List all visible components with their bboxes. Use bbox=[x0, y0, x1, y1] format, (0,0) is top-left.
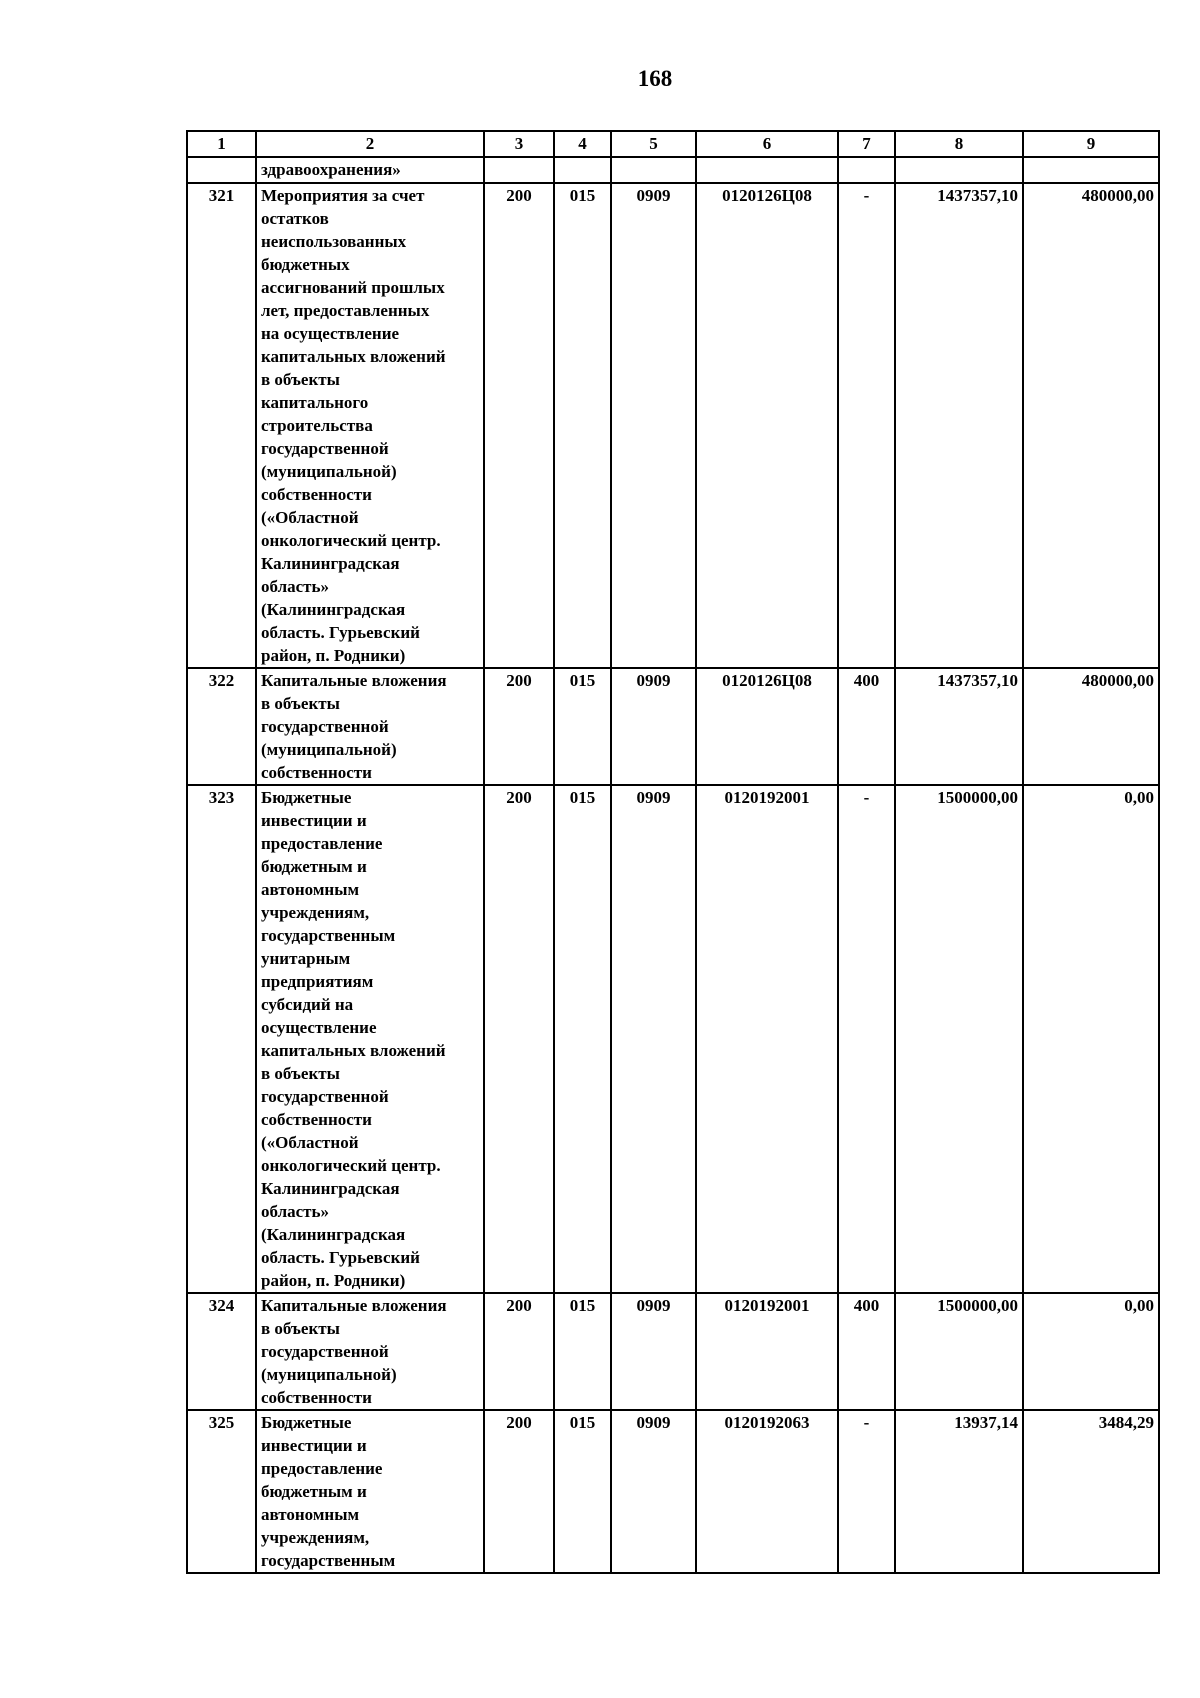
column-header: 1 bbox=[187, 131, 256, 157]
col4-code: 015 bbox=[554, 183, 611, 668]
column-header: 3 bbox=[484, 131, 554, 157]
col7-code: 400 bbox=[838, 668, 895, 785]
column-number-row bbox=[187, 131, 1159, 157]
column-header: 7 bbox=[838, 131, 895, 157]
column-header: 5 bbox=[611, 131, 696, 157]
col4-code: 015 bbox=[554, 1293, 611, 1410]
empty-cell bbox=[554, 157, 611, 183]
col5-code: 0909 bbox=[611, 1293, 696, 1410]
col3-code: 200 bbox=[484, 1293, 554, 1410]
empty-cell bbox=[484, 157, 554, 183]
col3-code: 200 bbox=[484, 785, 554, 1293]
empty-cell bbox=[838, 157, 895, 183]
column-header: 2 bbox=[256, 131, 484, 157]
row-description: Мероприятия за счет остатков неиспользованных бюджетных ассигнований прошлых лет, предоставленных на осуществление капитальных вложений в объекты капитального строительства государственной (муниципальной) собственности («Областной онкологический центр. Калининградская область» (Калининградская область. Гурьевский район, п. Родники) bbox=[256, 183, 484, 668]
row-description: Капитальные вложения в объекты государственной (муниципальной) собственности bbox=[256, 668, 484, 785]
amount-col8: 1437357,10 bbox=[895, 668, 1023, 785]
col3-code: 200 bbox=[484, 1410, 554, 1573]
page-number: 168 bbox=[637, 66, 673, 91]
amount-col9: 480000,00 bbox=[1023, 668, 1159, 785]
col7-code: 400 bbox=[838, 1293, 895, 1410]
amount-col9: 0,00 bbox=[1023, 785, 1159, 1293]
row-description: Бюджетные инвестиции и предоставление бюджетным и автономным учреждениям, государственным bbox=[256, 1410, 484, 1573]
empty-cell bbox=[611, 157, 696, 183]
empty-cell bbox=[1023, 157, 1159, 183]
column-header: 6 bbox=[696, 131, 838, 157]
row-number: 321 bbox=[187, 183, 256, 668]
table-body bbox=[187, 157, 1159, 1573]
table-row bbox=[187, 668, 1159, 785]
amount-col8: 1500000,00 bbox=[895, 785, 1023, 1293]
col4-code: 015 bbox=[554, 785, 611, 1293]
empty-cell bbox=[187, 157, 256, 183]
col6-code: 0120192001 bbox=[696, 785, 838, 1293]
col4-code: 015 bbox=[554, 1410, 611, 1573]
amount-col8: 13937,14 bbox=[895, 1410, 1023, 1573]
budget-table bbox=[186, 130, 1160, 1574]
column-header: 4 bbox=[554, 131, 611, 157]
col5-code: 0909 bbox=[611, 785, 696, 1293]
empty-cell bbox=[696, 157, 838, 183]
column-header: 8 bbox=[895, 131, 1023, 157]
table-row bbox=[187, 1293, 1159, 1410]
column-header: 9 bbox=[1023, 131, 1159, 157]
amount-col8: 1437357,10 bbox=[895, 183, 1023, 668]
table-row bbox=[187, 183, 1159, 668]
col7-code: - bbox=[838, 785, 895, 1293]
col3-code: 200 bbox=[484, 183, 554, 668]
col4-code: 015 bbox=[554, 668, 611, 785]
row-description: Капитальные вложения в объекты государственной (муниципальной) собственности bbox=[256, 1293, 484, 1410]
table-row bbox=[187, 1410, 1159, 1573]
col5-code: 0909 bbox=[611, 183, 696, 668]
empty-cell bbox=[895, 157, 1023, 183]
col6-code: 0120192001 bbox=[696, 1293, 838, 1410]
col6-code: 0120192063 bbox=[696, 1410, 838, 1573]
row-number: 325 bbox=[187, 1410, 256, 1573]
continuation-row bbox=[187, 157, 1159, 183]
col7-code: - bbox=[838, 1410, 895, 1573]
col5-code: 0909 bbox=[611, 1410, 696, 1573]
row-number: 323 bbox=[187, 785, 256, 1293]
amount-col9: 3484,29 bbox=[1023, 1410, 1159, 1573]
col5-code: 0909 bbox=[611, 668, 696, 785]
row-number: 324 bbox=[187, 1293, 256, 1410]
amount-col9: 480000,00 bbox=[1023, 183, 1159, 668]
continuation-text: здравоохранения» bbox=[256, 157, 484, 183]
col6-code: 0120126Ц08 bbox=[696, 668, 838, 785]
table-row bbox=[187, 785, 1159, 1293]
col3-code: 200 bbox=[484, 668, 554, 785]
col7-code: - bbox=[838, 183, 895, 668]
amount-col9: 0,00 bbox=[1023, 1293, 1159, 1410]
row-description: Бюджетные инвестиции и предоставление бюджетным и автономным учреждениям, государственным унитарным предприятиям субсидий на осуществление капитальных вложений в объекты государственной собственности («Областной онкологический центр. Калининградская область» (Калининградская область. Гурьевский район, п. Родники) bbox=[256, 785, 484, 1293]
amount-col8: 1500000,00 bbox=[895, 1293, 1023, 1410]
col6-code: 0120126Ц08 bbox=[696, 183, 838, 668]
row-number: 322 bbox=[187, 668, 256, 785]
table-header bbox=[187, 131, 1159, 157]
